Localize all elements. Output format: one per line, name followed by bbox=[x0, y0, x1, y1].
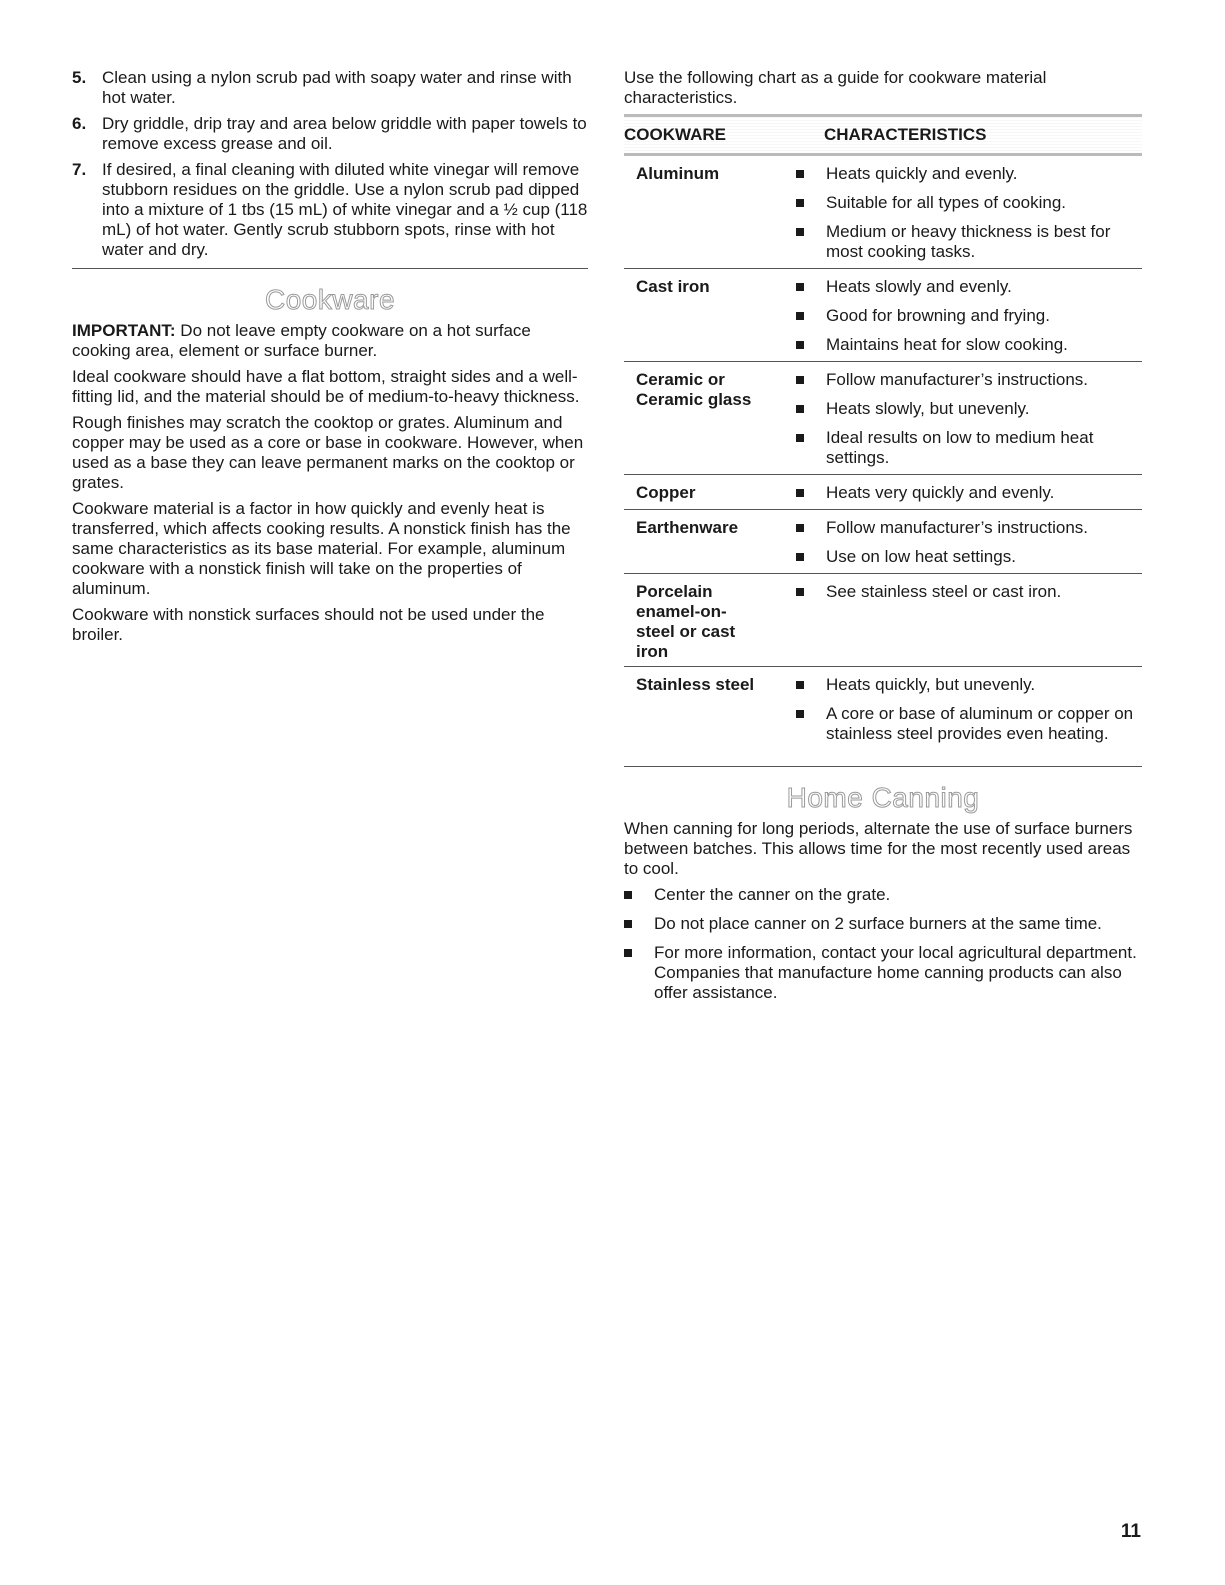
item-text: Heats quickly, but unevenly. bbox=[826, 675, 1036, 694]
canning-list bbox=[624, 885, 1142, 1003]
bullet-square-icon bbox=[796, 199, 804, 207]
canning-intro: When canning for long periods, alternate the use of surface burners between batches. This allows time for the most recently used areas to cool. bbox=[624, 819, 1133, 878]
item-text: Heats very quickly and evenly. bbox=[826, 483, 1055, 502]
bullet-square-icon bbox=[796, 170, 804, 178]
material-name: Cast iron bbox=[636, 277, 710, 296]
characteristics-list bbox=[796, 483, 1142, 503]
left-column bbox=[72, 68, 588, 651]
item-text: A core or base of aluminum or copper on stainless steel provides even heating. bbox=[826, 704, 1134, 743]
step-text: Dry griddle, drip tray and area below griddle with paper towels to remove excess grease and oil. bbox=[102, 114, 587, 153]
table-row bbox=[624, 510, 1142, 574]
header-cookware: COOKWARE bbox=[624, 125, 726, 144]
cleaning-steps bbox=[72, 68, 588, 260]
item-text: See stainless steel or cast iron. bbox=[826, 582, 1062, 601]
characteristics-list bbox=[796, 582, 1142, 602]
list-item bbox=[624, 914, 1142, 934]
step-number: 7. bbox=[72, 160, 87, 179]
list-item bbox=[796, 164, 1142, 184]
list-item bbox=[796, 399, 1142, 419]
characteristics-list bbox=[796, 370, 1142, 468]
list-item bbox=[796, 483, 1142, 503]
header-characteristics: CHARACTERISTICS bbox=[824, 125, 987, 144]
item-text: Use on low heat settings. bbox=[826, 547, 1016, 566]
table-row bbox=[624, 574, 1142, 667]
characteristics-list bbox=[796, 518, 1142, 567]
home-canning-heading: Home Canning bbox=[786, 782, 980, 813]
item-text: Follow manufacturer’s instructions. bbox=[826, 370, 1089, 389]
item-text: Medium or heavy thickness is best for most cooking tasks. bbox=[826, 222, 1111, 261]
item-text: Maintains heat for slow cooking. bbox=[826, 335, 1068, 354]
list-item bbox=[796, 193, 1142, 213]
item-text: For more information, contact your local agricultural department. Companies that manufacture home canning products can also offer assistance. bbox=[654, 943, 1137, 1002]
bullet-square-icon bbox=[796, 681, 804, 689]
bullet-square-icon bbox=[624, 891, 632, 899]
bullet-square-icon bbox=[796, 489, 804, 497]
table-row bbox=[624, 475, 1142, 510]
bullet-square-icon bbox=[796, 553, 804, 561]
bullet-square-icon bbox=[796, 228, 804, 236]
item-text: Follow manufacturer’s instructions. bbox=[826, 518, 1089, 537]
cookware-heading: Cookware bbox=[264, 284, 396, 315]
characteristics-list bbox=[796, 675, 1142, 744]
step-number: 6. bbox=[72, 114, 87, 133]
table-row bbox=[624, 156, 1142, 269]
item-text: Do not place canner on 2 surface burners at the same time. bbox=[654, 914, 1102, 933]
item-text: Heats slowly, but unevenly. bbox=[826, 399, 1030, 418]
item-text: Suitable for all types of cooking. bbox=[826, 193, 1067, 212]
material-name: Aluminum bbox=[636, 164, 720, 183]
characteristics-list bbox=[796, 277, 1142, 355]
bullet-square-icon bbox=[796, 710, 804, 718]
item-text: Ideal results on low to medium heat settings. bbox=[826, 428, 1094, 467]
right-column bbox=[624, 68, 1142, 1012]
step-5 bbox=[72, 68, 588, 108]
step-number: 5. bbox=[72, 68, 87, 87]
list-item bbox=[796, 547, 1142, 567]
paragraph: Rough finishes may scratch the cooktop or grates. Aluminum and copper may be used as a core or base in cookware. However, when used as a base they can leave permanent marks on the cooktop or grates. bbox=[72, 413, 584, 492]
material-name: Porcelain enamel-on-steel or cast iron bbox=[636, 582, 736, 661]
step-text: If desired, a final cleaning with diluted white vinegar will remove stubborn residues on the griddle. Use a nylon scrub pad dipped into a mixture of 1 tbs (15 mL) of white vinegar and a ½ cup (118 mL) of hot water. Gently scrub stubborn spots, rinse with hot water and dry. bbox=[102, 160, 588, 259]
important-note bbox=[72, 321, 588, 361]
item-text: Heats slowly and evenly. bbox=[826, 277, 1012, 296]
table-row bbox=[624, 667, 1142, 767]
step-text: Clean using a nylon scrub pad with soapy water and rinse with hot water. bbox=[102, 68, 572, 107]
list-item bbox=[796, 222, 1142, 262]
list-item bbox=[796, 306, 1142, 326]
page-number: 11 bbox=[1120, 1521, 1141, 1542]
item-text: Good for browning and frying. bbox=[826, 306, 1050, 325]
important-label: IMPORTANT: bbox=[72, 321, 176, 340]
table-header bbox=[624, 114, 1142, 156]
paragraph: Ideal cookware should have a flat bottom, straight sides and a well-fitting lid, and the material should be of medium-to-heavy thickness. bbox=[72, 367, 580, 406]
list-item bbox=[796, 428, 1142, 468]
chart-intro: Use the following chart as a guide for cookware material characteristics. bbox=[624, 68, 1047, 107]
paragraph: Cookware with nonstick surfaces should not be used under the broiler. bbox=[72, 605, 545, 644]
list-item bbox=[796, 582, 1142, 602]
bullet-square-icon bbox=[796, 376, 804, 384]
step-6 bbox=[72, 114, 588, 154]
material-name: Stainless steel bbox=[636, 675, 755, 694]
list-item bbox=[796, 370, 1142, 390]
list-item bbox=[796, 518, 1142, 538]
item-text: Heats quickly and evenly. bbox=[826, 164, 1018, 183]
bullet-square-icon bbox=[796, 524, 804, 532]
table-row bbox=[624, 362, 1142, 475]
item-text: Center the canner on the grate. bbox=[654, 885, 891, 904]
bullet-square-icon bbox=[624, 920, 632, 928]
characteristics-list bbox=[796, 164, 1142, 262]
bullet-square-icon bbox=[796, 434, 804, 442]
bullet-square-icon bbox=[796, 341, 804, 349]
list-item bbox=[624, 943, 1142, 1003]
list-item bbox=[624, 885, 1142, 905]
section-divider bbox=[72, 268, 588, 269]
list-item bbox=[796, 335, 1142, 355]
list-item bbox=[796, 675, 1142, 695]
important-text: Do not leave empty cookware on a hot surface cooking area, element or surface burner. bbox=[72, 321, 531, 360]
material-name: Earthenware bbox=[636, 518, 739, 537]
step-7 bbox=[72, 160, 588, 260]
list-item bbox=[796, 277, 1142, 297]
bullet-square-icon bbox=[624, 949, 632, 957]
bullet-square-icon bbox=[796, 588, 804, 596]
bullet-square-icon bbox=[796, 283, 804, 291]
table-row bbox=[624, 269, 1142, 362]
paragraph: Cookware material is a factor in how quickly and evenly heat is transferred, which affects cooking results. A nonstick finish has the same characteristics as its base material. For example, aluminum cookware with a nonstick finish will take on the properties of aluminum. bbox=[72, 499, 571, 598]
material-name: Ceramic or Ceramic glass bbox=[636, 370, 752, 409]
list-item bbox=[796, 704, 1142, 744]
bullet-square-icon bbox=[796, 405, 804, 413]
bullet-square-icon bbox=[796, 312, 804, 320]
material-name: Copper bbox=[636, 483, 696, 502]
